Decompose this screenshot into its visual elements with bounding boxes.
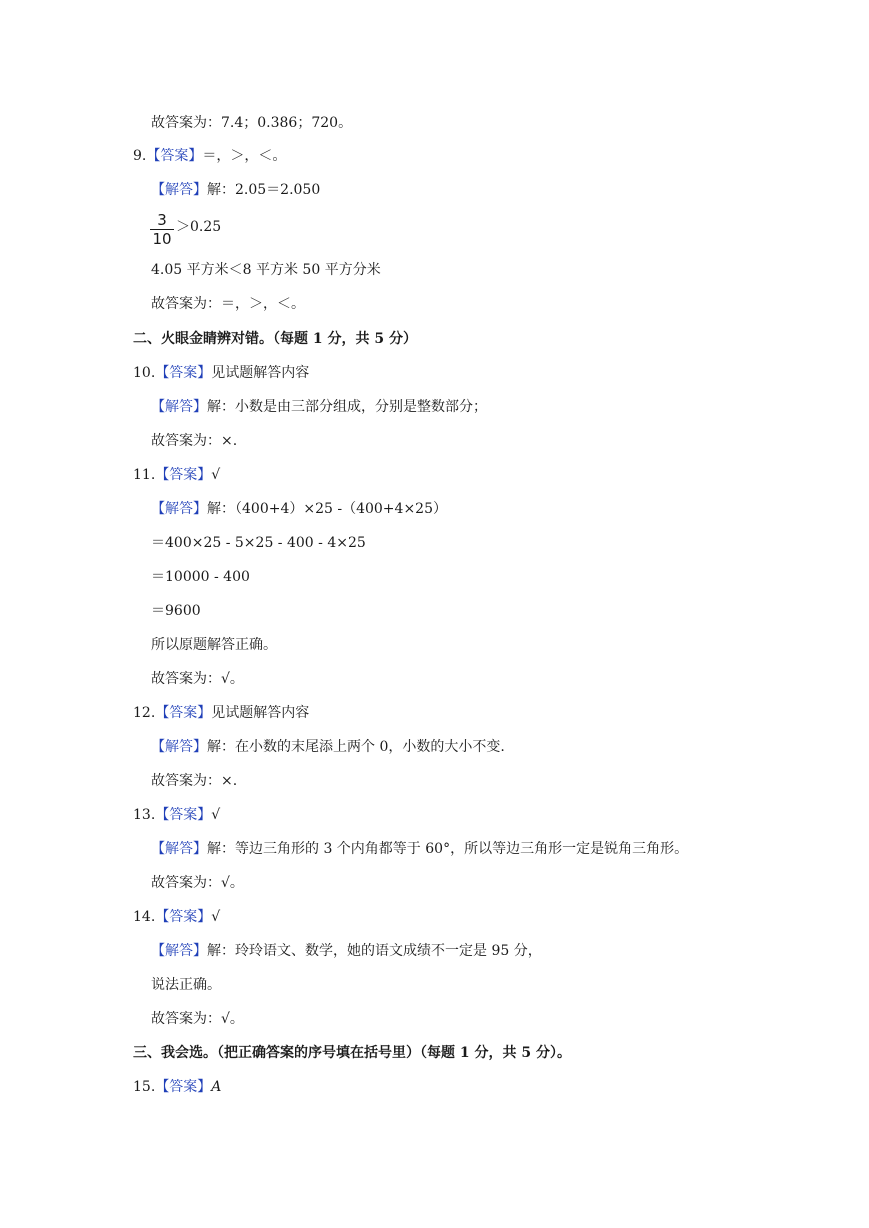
question-10-solution: [151, 398, 487, 416]
question-12-answer: [133, 704, 309, 722]
question-9-answer: [133, 147, 286, 165]
question-13-answer: [133, 806, 220, 824]
solution-text: 解：等边三角形的 3 个内角都等于 60°，所以等边三角形一定是锐角三角形。: [207, 841, 689, 857]
solution-text: 解：2.05＝2.050: [207, 182, 321, 198]
fraction-comparison: ＞0.25: [176, 219, 222, 235]
solution-text: 解：小数是由三部分组成，分别是整数部分；: [207, 399, 487, 415]
section-heading: 二、火眼金睛辨对错。（每题 1 分，共 5 分）: [133, 331, 417, 347]
question-number: 13.: [133, 807, 156, 823]
solution-tag: 【解答】: [151, 841, 207, 857]
question-14-answer: [133, 908, 220, 926]
answer-line: 故答案为：7.4；0.386；720。: [151, 115, 353, 131]
question-14-solution: [151, 942, 542, 960]
answer-tag: 【答案】: [146, 148, 203, 164]
fraction-denominator: 10: [152, 230, 172, 248]
answer-tag: 【答案】: [155, 705, 212, 721]
solution-tag: 【解答】: [151, 943, 207, 959]
fraction: [150, 212, 174, 247]
calculation-step: ＝10000 - 400: [151, 569, 250, 585]
answer-text: √: [211, 467, 221, 483]
question-number: 11.: [133, 467, 156, 483]
answer-line: 故答案为：√。: [151, 875, 244, 891]
section-heading: 三、我会选。（把正确答案的序号填在括号里）（每题 1 分，共 5 分）。: [133, 1045, 571, 1061]
answer-text: A: [211, 1079, 222, 1095]
question-15-answer: [133, 1078, 221, 1096]
solution-tag: 【解答】: [151, 399, 207, 415]
conclusion-line: 所以原题解答正确。: [151, 637, 277, 653]
question-number: 10.: [133, 365, 156, 381]
question-number: 12.: [133, 705, 156, 721]
solution-tag: 【解答】: [151, 182, 207, 198]
question-10-answer: [133, 364, 309, 382]
answer-tag: 【答案】: [155, 467, 212, 483]
answer-tag: 【答案】: [155, 909, 212, 925]
answer-text: ＝，＞，＜。: [202, 148, 287, 164]
solution-text: 解：（400+4）×25 -（400+4×25）: [207, 501, 447, 517]
answer-text: 见试题解答内容: [211, 705, 310, 721]
question-13-solution: [151, 840, 688, 858]
question-11-solution: [151, 500, 447, 518]
answer-tag: 【答案】: [155, 365, 212, 381]
answer-line: 故答案为：×.: [151, 433, 238, 449]
answer-line: 故答案为：＝，＞，＜。: [151, 296, 305, 312]
answer-text: √: [211, 909, 221, 925]
question-number: 15.: [133, 1079, 156, 1095]
answer-text: 见试题解答内容: [211, 365, 310, 381]
solution-tag: 【解答】: [151, 501, 207, 517]
question-11-answer: [133, 466, 220, 484]
answer-tag: 【答案】: [155, 807, 212, 823]
calculation-step: ＝400×25 - 5×25 - 400 - 4×25: [151, 535, 366, 551]
answer-text: √: [211, 807, 221, 823]
solution-text: 解：在小数的末尾添上两个 0，小数的大小不变.: [207, 739, 505, 755]
answer-line: 故答案为：×.: [151, 773, 238, 789]
area-comparison: 4.05 平方米＜8 平方米 50 平方分米: [151, 262, 381, 278]
solution-text: 解：玲玲语文、数学，她的语文成绩不一定是 95 分，: [207, 943, 542, 959]
fraction-numerator: 3: [157, 211, 167, 229]
answer-line: 故答案为：√。: [151, 1011, 244, 1027]
answer-tag: 【答案】: [155, 1079, 212, 1095]
solution-tag: 【解答】: [151, 739, 207, 755]
question-number: 9.: [133, 148, 147, 164]
question-9-solution: [151, 181, 320, 199]
answer-line: 故答案为：√。: [151, 671, 244, 687]
solution-continuation: 说法正确。: [151, 977, 221, 993]
question-number: 14.: [133, 909, 156, 925]
calculation-step: ＝9600: [151, 603, 201, 619]
question-12-solution: [151, 738, 505, 756]
